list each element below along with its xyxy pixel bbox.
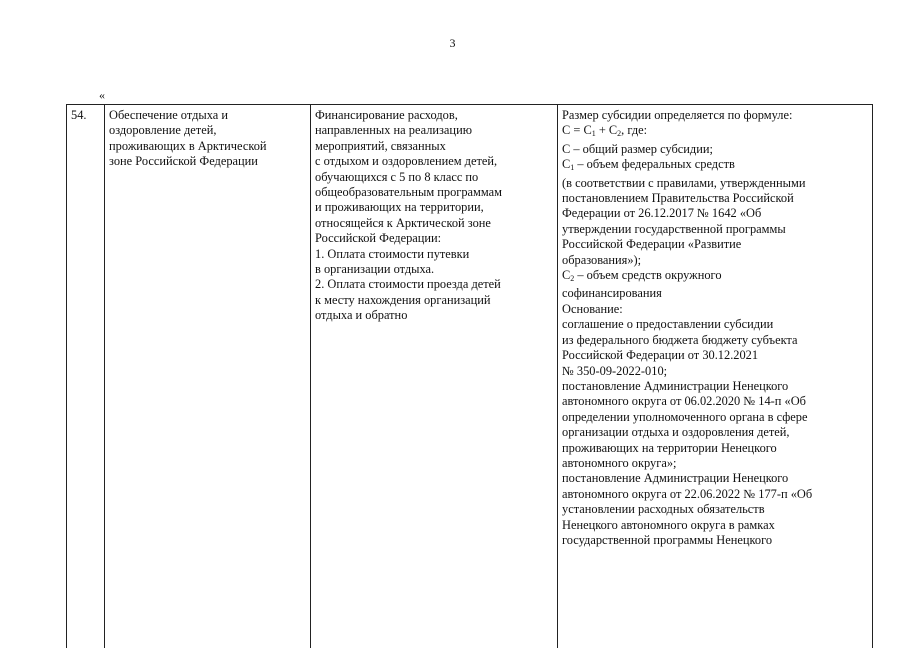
basis-line: проживающих на территории Ненецкого	[562, 441, 868, 456]
c2-continuation: софинансирования	[562, 286, 868, 301]
basis-line: соглашение о предоставлении субсидии	[562, 317, 868, 332]
purpose-line: направленных на реализацию	[315, 123, 553, 138]
basis-line: автономного округа»;	[562, 456, 868, 471]
c1-text: – объем федеральных средств	[574, 157, 735, 171]
basis-line: из федерального бюджета бюджету субъекта	[562, 333, 868, 348]
federal-line: образования»);	[562, 253, 868, 268]
event-name-cell	[105, 105, 311, 648]
purpose-line: 1. Оплата стоимости путевки	[315, 247, 553, 262]
purpose-line: отдыха и обратно	[315, 308, 553, 323]
purpose-line: общеобразовательным программам	[315, 185, 553, 200]
formula-intro: Размер субсидии определяется по формуле:	[562, 108, 868, 123]
c-definition: С – общий размер субсидии;	[562, 142, 868, 157]
c2-definition	[562, 268, 868, 286]
basis-line: автономного округа от 22.06.2022 № 177-п «Об	[562, 487, 868, 502]
federal-line: (в соответствии с правилами, утвержденными	[562, 176, 868, 191]
c2-sub: 2	[570, 274, 574, 283]
purpose-line: обучающихся с 5 по 8 класс по	[315, 170, 553, 185]
federal-line: Российской Федерации «Развитие	[562, 237, 868, 252]
c1-symbol: С	[562, 157, 570, 171]
purpose-line: относящейся к Арктической зоне	[315, 216, 553, 231]
eq-prefix: С = С	[562, 123, 592, 137]
formula-equation	[562, 123, 868, 141]
event-name-line: проживающих в Арктической	[109, 139, 306, 154]
event-name-line: зоне Российской Федерации	[109, 154, 306, 169]
event-name-line: Обеспечение отдыха и	[109, 108, 306, 123]
c2-text: – объем средств окружного	[574, 268, 721, 282]
purpose-line: к месту нахождения организаций	[315, 293, 553, 308]
subsidy-table	[66, 104, 873, 648]
eq-plus: + С	[596, 123, 617, 137]
event-name-line: оздоровление детей,	[109, 123, 306, 138]
formula-cell	[558, 105, 873, 648]
basis-line: Российской Федерации от 30.12.2021	[562, 348, 868, 363]
purpose-cell	[311, 105, 558, 648]
purpose-line: Финансирование расходов,	[315, 108, 553, 123]
purpose-line: в организации отдыха.	[315, 262, 553, 277]
federal-line: постановлением Правительства Российской	[562, 191, 868, 206]
basis-line: автономного округа от 06.02.2020 № 14-п «Об	[562, 394, 868, 409]
purpose-line: и проживающих на территории,	[315, 200, 553, 215]
c1-definition	[562, 157, 868, 175]
basis-line: государственной программы Ненецкого	[562, 533, 868, 548]
purpose-line: Российской Федерации:	[315, 231, 553, 246]
basis-line: установлении расходных обязательств	[562, 502, 868, 517]
eq-sub-1: 1	[592, 129, 596, 138]
federal-line: Федерации от 26.12.2017 № 1642 «Об	[562, 206, 868, 221]
basis-line: организации отдыха и оздоровления детей,	[562, 425, 868, 440]
eq-suffix: , где:	[621, 123, 647, 137]
purpose-line: с отдыхом и оздоровлением детей,	[315, 154, 553, 169]
basis-line: постановление Администрации Ненецкого	[562, 471, 868, 486]
eq-sub-2: 2	[617, 129, 621, 138]
basis-line: № 350-09-2022-010;	[562, 364, 868, 379]
basis-line: Основание:	[562, 302, 868, 317]
federal-line: утверждении государственной программы	[562, 222, 868, 237]
basis-line: Ненецкого автономного округа в рамках	[562, 518, 868, 533]
basis-line: определении уполномоченного органа в сфере	[562, 410, 868, 425]
page-number: 3	[0, 36, 905, 51]
purpose-line: мероприятий, связанных	[315, 139, 553, 154]
table-row	[67, 105, 873, 648]
row-number: 54.	[71, 108, 100, 123]
purpose-line: 2. Оплата стоимости проезда детей	[315, 277, 553, 292]
row-number-cell	[67, 105, 105, 648]
c2-symbol: С	[562, 268, 570, 282]
c1-sub: 1	[570, 163, 574, 172]
opening-quote-mark: «	[99, 88, 105, 103]
basis-line: постановление Администрации Ненецкого	[562, 379, 868, 394]
